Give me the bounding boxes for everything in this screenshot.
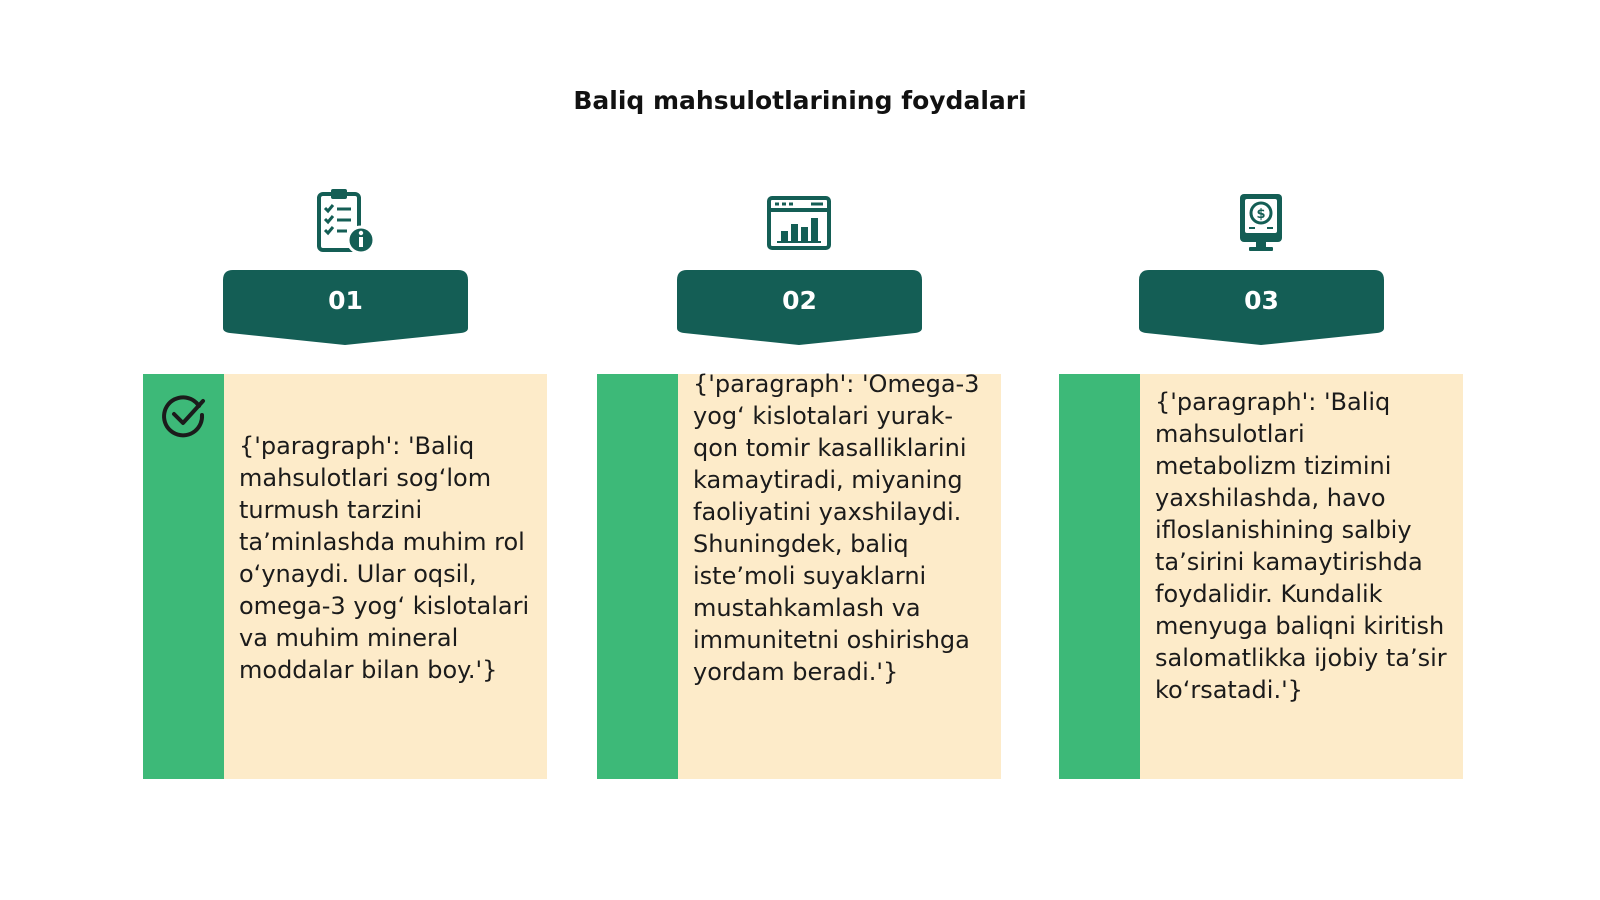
feature-column-3 xyxy=(1059,0,1463,900)
clipboard-checklist-info-icon xyxy=(309,186,381,258)
step-badge-2 xyxy=(677,270,922,345)
feature-card-1 xyxy=(143,374,547,779)
step-badge-3 xyxy=(1139,270,1384,345)
monitor-dollar-icon xyxy=(1225,186,1297,258)
card-accent-strip xyxy=(1059,374,1140,779)
check-circle-icon xyxy=(161,392,207,438)
card-accent-strip xyxy=(143,374,224,779)
card-accent-strip xyxy=(597,374,678,779)
step-number: 02 xyxy=(782,286,817,315)
feature-card-2 xyxy=(597,370,1001,779)
browser-bar-chart-icon xyxy=(763,186,835,258)
svg-text:$: $ xyxy=(1256,207,1266,222)
step-number: 03 xyxy=(1244,286,1279,315)
page-title: Baliq mahsulotlarining foydalari xyxy=(573,86,1027,115)
step-number: 01 xyxy=(328,286,363,315)
feature-card-3 xyxy=(1059,374,1463,779)
step-badge-1 xyxy=(223,270,468,345)
card-paragraph: {'paragraph': 'Baliq mahsulotlari sog‘lom turmush tarzini ta’minlashda muhim rol o‘ynaydi. Ular oqsil, omega-3 yog‘ kislotalari va muhim mineral moddalar bilan boy.'} xyxy=(239,432,530,684)
feature-column-2 xyxy=(597,0,1001,900)
card-paragraph: {'paragraph': 'Baliq mahsulotlari metabolizm tizimini yaxshilashda, havo ifloslanishining salbiy ta’sirini kamaytirishda foydalidir. Kundalik menyuga baliqni kiritish salomatlikka ijobiy ta’sir ko‘rsatadi.'} xyxy=(1155,388,1447,704)
card-paragraph: {'paragraph': 'Omega-3 yog‘ kislotalari yurak-qon tomir kasalliklarini kamaytiradi, miyaning faoliyatini yaxshilaydi. Shuningdek, baliq iste’moli suyaklarni mustahkamlash va immunitetni oshirishga yordam beradi.'} xyxy=(693,370,980,686)
feature-column-1 xyxy=(143,0,547,900)
